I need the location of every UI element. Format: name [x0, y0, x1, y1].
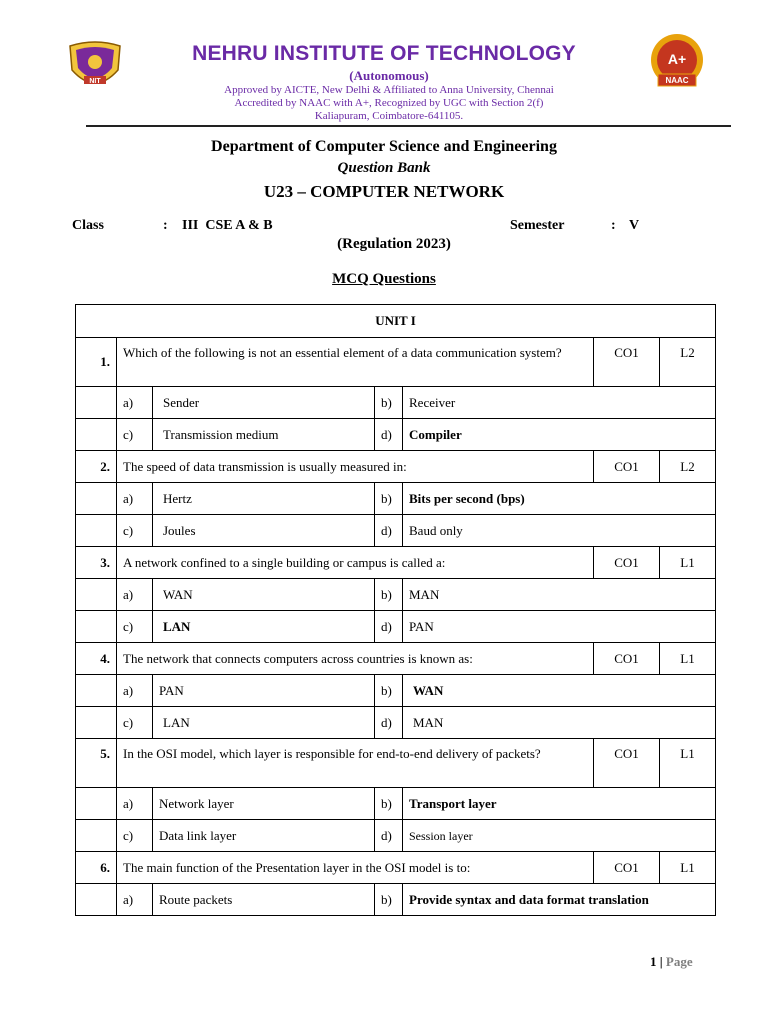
question-row: [76, 739, 716, 788]
question-row: [76, 547, 716, 579]
co-code: CO1: [594, 643, 660, 675]
option-label: a): [117, 788, 153, 820]
option-label: d): [375, 419, 403, 451]
option-text: Receiver: [403, 387, 716, 419]
unit-heading: UNIT I: [76, 305, 716, 338]
option-label: a): [117, 675, 153, 707]
option-label: c): [117, 419, 153, 451]
option-text-answer: Provide syntax and data format translation: [403, 884, 716, 916]
logo-right-grade: A+: [667, 51, 687, 67]
bloom-level: L2: [660, 338, 716, 387]
co-code: CO1: [594, 338, 660, 387]
option-text: Transmission medium: [153, 419, 375, 451]
question-row: [76, 643, 716, 675]
option-label: c): [117, 515, 153, 547]
question-text: The main function of the Presentation layer in the OSI model is to:: [117, 852, 594, 884]
question-row: [76, 852, 716, 884]
institute-name: NEHRU INSTITUTE OF TECHNOLOGY: [192, 42, 576, 65]
option-row: [76, 820, 716, 852]
option-text: MAN: [403, 579, 716, 611]
question-row: [76, 338, 716, 387]
option-text: PAN: [153, 675, 375, 707]
class-value: III CSE A & B: [182, 218, 273, 233]
bloom-level: L1: [660, 852, 716, 884]
department-title: Department of Computer Science and Engineering: [211, 138, 557, 155]
logo-left-text: NIT: [89, 78, 101, 85]
question-table: [75, 304, 716, 916]
option-row: [76, 611, 716, 643]
co-code: CO1: [594, 852, 660, 884]
option-label: c): [117, 820, 153, 852]
class-label: Class: [72, 218, 104, 233]
option-text: Session layer: [403, 820, 716, 852]
bloom-level: L1: [660, 739, 716, 788]
option-row: [76, 579, 716, 611]
option-label: c): [117, 611, 153, 643]
option-text: WAN: [153, 579, 375, 611]
question-text: The network that connects computers across countries is known as:: [117, 643, 594, 675]
class-separator: :: [163, 218, 168, 233]
question-number: 4.: [76, 643, 117, 675]
option-text-answer: LAN: [153, 611, 375, 643]
page-word: Page: [665, 954, 693, 969]
option-label: b): [375, 675, 403, 707]
approval-line-2: Accredited by NAAC with A+, Recognized by UGC with Section 2(f): [234, 97, 544, 109]
semester-value: V: [629, 218, 640, 233]
question-number: 2.: [76, 451, 117, 483]
regulation-label: (Regulation 2023): [337, 236, 451, 252]
option-text: LAN: [153, 707, 375, 739]
question-number: 3.: [76, 547, 117, 579]
option-label: a): [117, 579, 153, 611]
option-text-answer: WAN: [403, 675, 716, 707]
question-number: 5.: [76, 739, 117, 788]
question-text: Which of the following is not an essential element of a data communication system?: [117, 338, 594, 387]
course-title: U23 – COMPUTER NETWORK: [263, 182, 505, 201]
option-row: [76, 419, 716, 451]
address-line: Kaliapuram, Coimbatore-641105.: [314, 110, 464, 122]
question-number: 1.: [76, 338, 117, 387]
approval-line-1: Approved by AICTE, New Delhi & Affiliated to Anna University, Chennai: [224, 84, 554, 96]
section-title: MCQ Questions: [332, 271, 436, 287]
co-code: CO1: [594, 547, 660, 579]
option-text: Network layer: [153, 788, 375, 820]
question-text: The speed of data transmission is usually measured in:: [117, 451, 594, 483]
option-label: c): [117, 707, 153, 739]
option-row: [76, 515, 716, 547]
option-text-answer: Bits per second (bps): [403, 483, 716, 515]
option-row: [76, 788, 716, 820]
option-label: d): [375, 820, 403, 852]
semester-label: Semester: [510, 218, 565, 233]
option-label: d): [375, 707, 403, 739]
autonomous-label: (Autonomous): [349, 68, 429, 83]
logo-right-org: NAAC: [665, 76, 689, 85]
option-row: [76, 884, 716, 916]
naac-logo: [644, 32, 710, 94]
option-text: Sender: [153, 387, 375, 419]
semester-separator: :: [611, 218, 616, 233]
co-code: CO1: [594, 739, 660, 788]
bloom-level: L1: [660, 547, 716, 579]
question-text: In the OSI model, which layer is responsible for end-to-end delivery of packets?: [117, 739, 594, 788]
page-footer: [650, 954, 693, 970]
bloom-level: L2: [660, 451, 716, 483]
option-row: [76, 483, 716, 515]
option-text-answer: Transport layer: [403, 788, 716, 820]
option-text: Baud only: [403, 515, 716, 547]
co-code: CO1: [594, 451, 660, 483]
page-separator: |: [656, 954, 666, 969]
option-label: a): [117, 483, 153, 515]
option-label: b): [375, 387, 403, 419]
option-label: b): [375, 483, 403, 515]
page-number: 1: [650, 954, 657, 969]
option-text: Hertz: [153, 483, 375, 515]
option-label: d): [375, 515, 403, 547]
institute-logo: [64, 40, 126, 92]
option-label: a): [117, 884, 153, 916]
option-row: [76, 707, 716, 739]
option-label: b): [375, 788, 403, 820]
header-divider: [86, 125, 731, 127]
question-text: A network confined to a single building or campus is called a:: [117, 547, 594, 579]
option-row: [76, 675, 716, 707]
option-row: [76, 387, 716, 419]
option-label: b): [375, 884, 403, 916]
option-text: PAN: [403, 611, 716, 643]
option-text: Route packets: [153, 884, 375, 916]
question-row: [76, 451, 716, 483]
option-text: Data link layer: [153, 820, 375, 852]
question-bank-subtitle: Question Bank: [337, 160, 431, 176]
option-label: b): [375, 579, 403, 611]
option-text-answer: Compiler: [403, 419, 716, 451]
question-number: 6.: [76, 852, 117, 884]
bloom-level: L1: [660, 643, 716, 675]
unit-row: [76, 305, 716, 338]
option-text: MAN: [403, 707, 716, 739]
option-label: a): [117, 387, 153, 419]
option-label: d): [375, 611, 403, 643]
option-text: Joules: [153, 515, 375, 547]
